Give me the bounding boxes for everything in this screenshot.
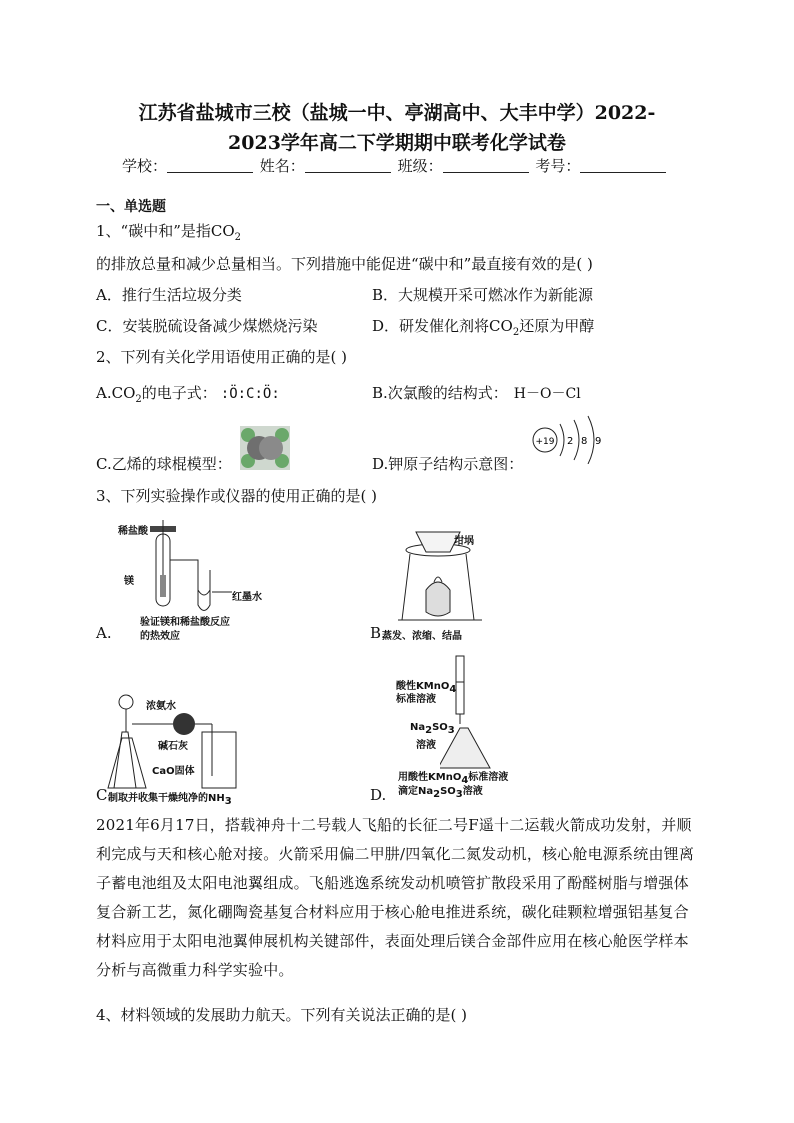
ethylene-ball-stick-model — [240, 426, 290, 470]
fig-d-label3-so: SO — [432, 722, 448, 733]
fig-d-label4: 溶液 — [416, 740, 436, 751]
school-field[interactable] — [167, 158, 253, 173]
q2-stem: 2、下列有关化学用语使用正确的是( ) — [96, 348, 348, 366]
q1-option-a[interactable]: A．推行生活垃圾分类 — [96, 286, 242, 304]
school-label: 学校： — [122, 157, 168, 175]
q1-stem-line2: 的排放总量和减少总量相当。下列措施中能促进“碳中和”最直接有效的是( ) — [96, 255, 593, 273]
class-field[interactable] — [443, 158, 529, 173]
q1-option-c[interactable]: C．安装脱硫设备减少煤燃烧污染 — [96, 317, 318, 335]
q3-option-a[interactable]: A. — [96, 624, 112, 642]
fig-d-label3-na: Na — [410, 722, 426, 733]
q4-stem: 4、材料领域的发展助力航天。下列有关说法正确的是( ) — [96, 1006, 468, 1024]
fig-d-cap1-sub: 4 — [461, 775, 469, 786]
reading-passage: 2021年6月17日，搭载神舟十二号载人飞船的长征二号F遥十二运载火箭成功发射，并顺利完成与天和核心舱对接。火箭采用偏二甲肼/四氧化二氮发动机，核心舱电源系统由锂离子蓄电池组及太阳电池翼组成。飞船逃逸系统发动机喷管扩散段采用了酚醛树脂与增强体复合新工艺，氮化硼陶瓷基复合材料应用于核心舱电推进系统，碳化硅颗粒增强铝基复合材料应用于太阳电池翼伸展机构关键部件，表面处理后镁合金部件应用在核心舱医学样本分析与高微重力科学实验中。 — [96, 816, 695, 979]
fig-d-label3 — [410, 722, 455, 736]
fig-d-caption2 — [398, 782, 483, 800]
fig-d-label3-sub1: 2 — [425, 725, 433, 736]
fig-b-caption: 蒸发、浓缩、结晶 — [382, 631, 462, 642]
student-info-row — [122, 155, 668, 176]
id-field[interactable] — [580, 158, 666, 173]
q2-a-post: 的电子式： — [141, 384, 217, 402]
hclo-structure-formula: H－O－Cl — [513, 386, 581, 402]
fig-d-cap2-text: 滴定Na — [398, 786, 434, 797]
q3-stem: 3、下列实验操作或仪器的使用正确的是( ) — [96, 487, 378, 505]
q2-option-b[interactable] — [372, 382, 581, 403]
q1-stem-a: 1、“碳中和”是指CO — [96, 222, 235, 240]
nucleus-charge: +19 — [535, 437, 555, 447]
q1-d-sub: 2 — [512, 327, 520, 338]
q1-option-d[interactable] — [372, 315, 594, 338]
fig-d-label3-sub2: 3 — [447, 725, 455, 736]
co2-electron-formula: :Ö:C:Ö: — [220, 386, 280, 402]
fig-a-ink-label: 红墨水 — [232, 592, 262, 603]
q2-b-label: B.次氯酸的结构式： — [372, 384, 508, 402]
name-field[interactable] — [305, 158, 391, 173]
q1-d-post: 还原为甲醇 — [519, 317, 595, 335]
q3-option-d[interactable]: D. — [370, 786, 387, 804]
fig-c-label1: 浓氨水 — [146, 701, 176, 712]
fig-d-cap2-tail: 溶液 — [462, 786, 483, 797]
fig-b-crucible-label: 坩埚 — [454, 536, 474, 547]
q2-option-c[interactable]: C.乙烯的球棍模型： — [96, 455, 232, 473]
exam-title-line2: 2023学年高二下学期期中联考化学试卷 — [228, 132, 566, 154]
shell-2-count: 8 — [581, 436, 588, 447]
fig-d-cap1-tail: 标准溶液 — [468, 772, 509, 783]
q1-stem-line1 — [96, 220, 241, 243]
shell-1-count: 2 — [567, 436, 574, 447]
shell-3-count: 9 — [595, 436, 602, 447]
figure-d-titration — [440, 654, 510, 774]
fig-d-label1-sub: 4 — [449, 684, 457, 695]
q2-a-pre: A.CO — [96, 384, 136, 402]
q2-a-sub: 2 — [135, 394, 142, 405]
fig-c-caption-sub: 3 — [224, 796, 232, 807]
fig-a-mg-label: 镁 — [124, 576, 134, 587]
id-label: 考号： — [535, 157, 581, 175]
fig-d-label2: 标准溶液 — [396, 694, 436, 705]
q1-d-pre: D．研发催化剂将CO — [372, 317, 513, 335]
q2-option-a[interactable] — [96, 382, 280, 405]
class-label: 班级： — [397, 157, 443, 175]
fig-a-caption2: 的热效应 — [140, 631, 180, 642]
fig-d-label1-text: 酸性KMnO — [396, 681, 450, 692]
exam-title-line1: 江苏省盐城市三校（盐城一中、亭湖高中、大丰中学）2022- — [138, 102, 656, 124]
fig-d-cap2-sub1: 2 — [433, 789, 441, 800]
fig-c-caption-text: 制取并收集干燥纯净的NH — [108, 793, 225, 804]
q3-option-b[interactable]: B. — [370, 624, 386, 642]
fig-c-label2: 碱石灰 — [158, 741, 188, 752]
q1-stem-sub: 2 — [234, 232, 242, 243]
figure-b-crucible-stand — [398, 524, 488, 624]
name-label: 姓名： — [259, 157, 305, 175]
fig-a-acid-label: 稀盐酸 — [118, 526, 148, 537]
fig-c-caption — [108, 789, 232, 807]
fig-d-cap2-so: SO — [440, 786, 456, 797]
q1-option-b[interactable]: B．大规模开采可燃冰作为新能源 — [372, 286, 594, 304]
potassium-atom-diagram — [530, 414, 610, 464]
fig-d-cap1-text: 用酸性KMnO — [398, 772, 462, 783]
section-heading: 一、单选题 — [96, 199, 166, 215]
fig-c-label3: CaO固体 — [152, 766, 195, 777]
q2-option-d[interactable]: D.钾原子结构示意图： — [372, 455, 524, 473]
fig-d-cap2-sub2: 3 — [455, 789, 463, 800]
fig-a-caption1: 验证镁和稀盐酸反应 — [140, 617, 230, 628]
q3-option-c[interactable]: C. — [96, 786, 112, 804]
